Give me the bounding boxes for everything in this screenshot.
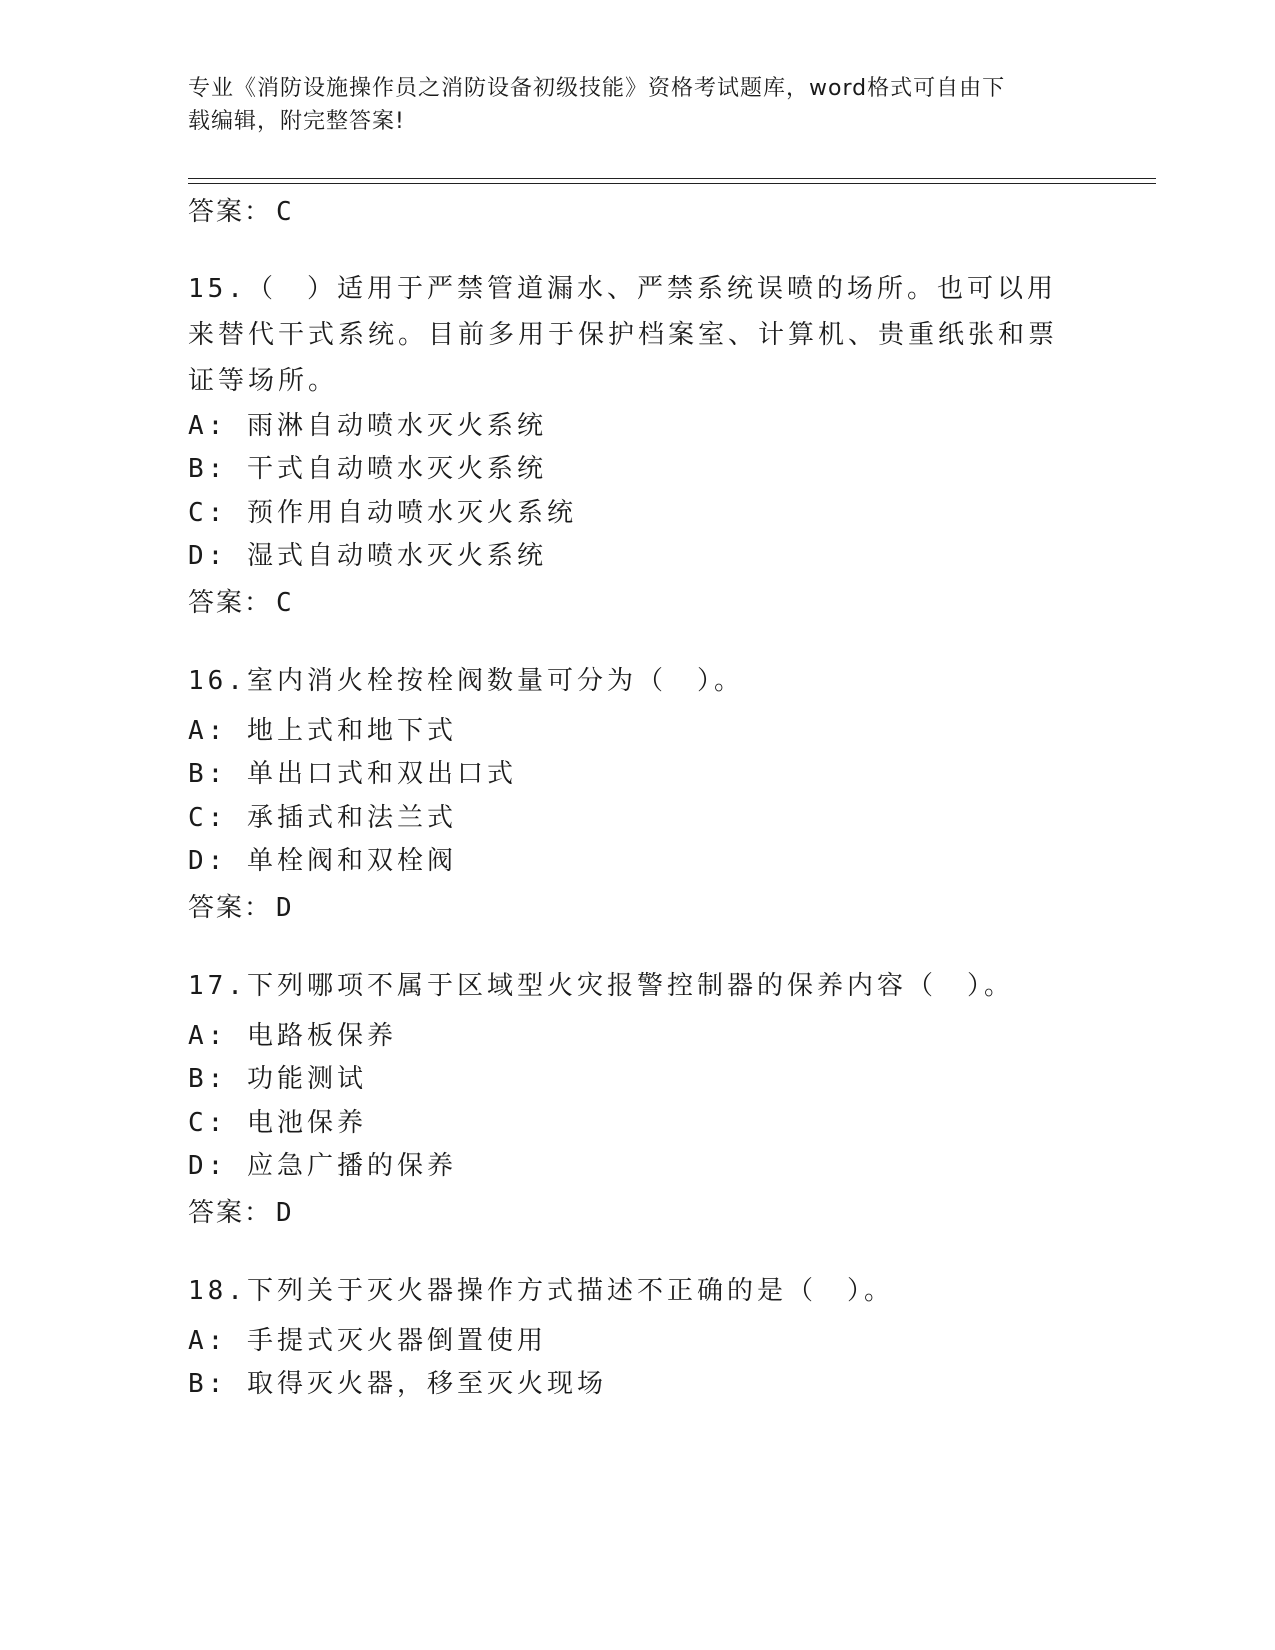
header-divider-bottom (188, 183, 1156, 184)
question-stem: 15.（ ）适用于严禁管道漏水、严禁系统误喷的场所。也可以用来替代干式系统。目前多用于保护档案室、计算机、贵重纸张和票证等场所。 (188, 274, 1059, 396)
question-stem: 18.下列关于灭火器操作方式描述不正确的是（ ）。 (188, 1276, 894, 1306)
answer-value: D (276, 893, 294, 923)
option-b: B: 功能测试 (188, 1064, 367, 1094)
answer-label: 答案： (188, 1198, 273, 1228)
option-a: A: 雨淋自动喷水灭火系统 (188, 411, 547, 441)
answer-label: 答案： (188, 197, 273, 227)
option-d: D: 湿式自动喷水灭火系统 (188, 541, 547, 571)
header-divider-top (188, 178, 1156, 179)
answer-value: C (276, 197, 294, 227)
option-b: B: 干式自动喷水灭火系统 (188, 454, 547, 484)
header-line-1: 专业《消防设施操作员之消防设备初级技能》资格考试题库，word格式可自由下 (188, 76, 1006, 101)
option-a: A: 手提式灭火器倒置使用 (188, 1326, 547, 1356)
answer-label: 答案： (188, 588, 273, 618)
option-c: C: 承插式和法兰式 (188, 803, 457, 833)
question-stem: 17.下列哪项不属于区域型火灾报警控制器的保养内容（ ）。 (188, 971, 1014, 1001)
option-d: D: 应急广播的保养 (188, 1151, 457, 1181)
option-b: B: 单出口式和双出口式 (188, 759, 517, 789)
answer-line (188, 1192, 294, 1229)
answer-value: D (276, 1198, 294, 1228)
option-a: A: 电路板保养 (188, 1021, 397, 1051)
option-a: A: 地上式和地下式 (188, 716, 457, 746)
answer-line (188, 887, 294, 924)
answer-line (188, 582, 294, 619)
question-stem: 16.室内消火栓按栓阀数量可分为（ ）。 (188, 666, 744, 696)
answer-label: 答案： (188, 893, 273, 923)
answer-line (188, 191, 294, 228)
option-d: D: 单栓阀和双栓阀 (188, 846, 457, 876)
header-line-2: 载编辑，附完整答案! (188, 109, 405, 134)
option-b: B: 取得灭火器，移至灭火现场 (188, 1369, 607, 1399)
answer-value: C (276, 588, 294, 618)
option-c: C: 预作用自动喷水灭火系统 (188, 498, 577, 528)
option-c: C: 电池保养 (188, 1108, 367, 1138)
document-header (188, 72, 1088, 138)
